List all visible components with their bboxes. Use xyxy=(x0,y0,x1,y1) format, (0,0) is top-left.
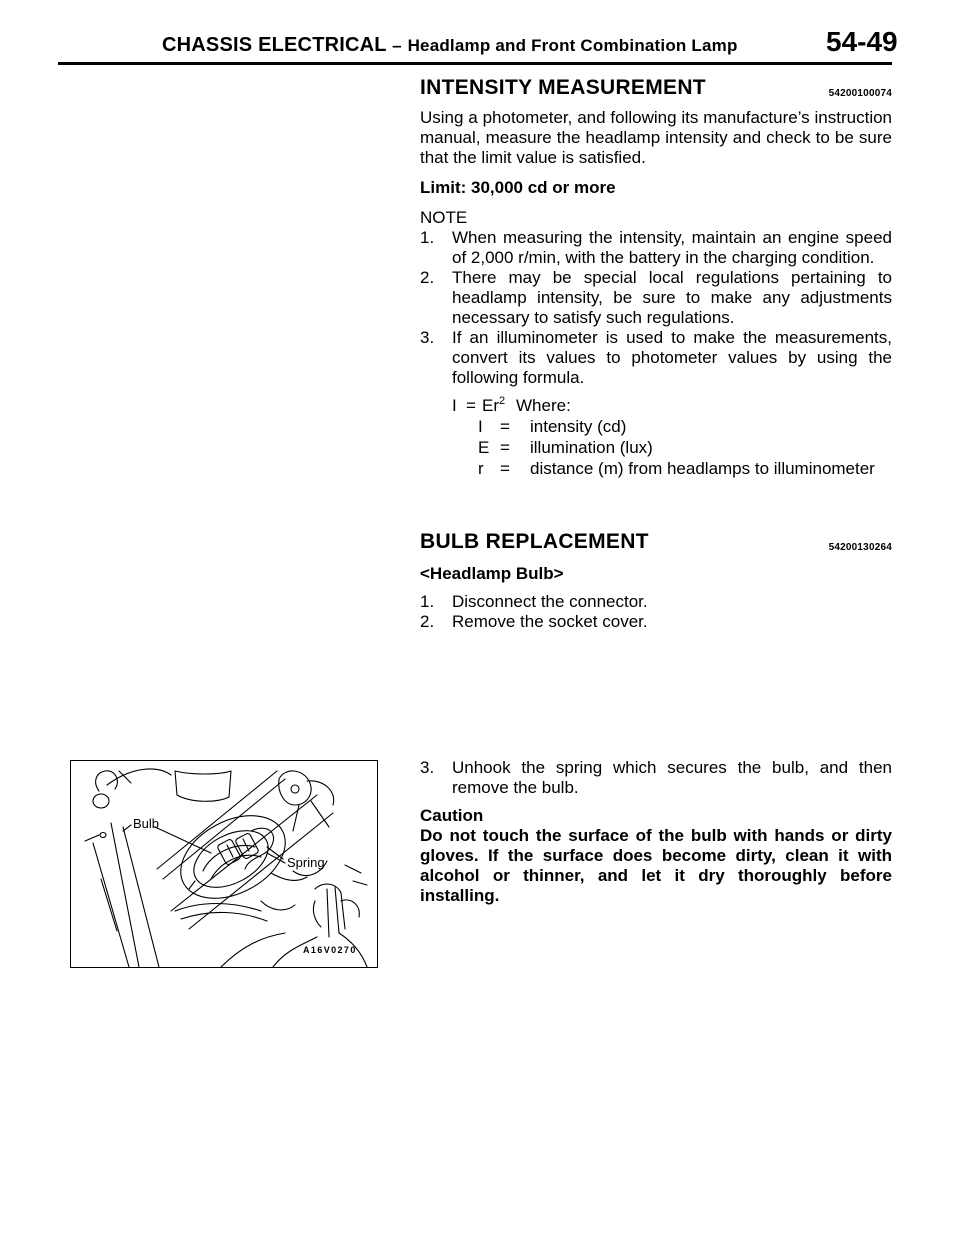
caution-block xyxy=(420,806,892,906)
note-item xyxy=(420,268,892,328)
note-label: NOTE xyxy=(420,208,468,227)
def-meaning: illumination (lux) xyxy=(530,438,653,457)
note-text: When measuring the intensity, maintain an engine speed of 2,000 r/min, with the battery in the charging condition. xyxy=(452,228,892,267)
header-subsection: Headlamp and Front Combination Lamp xyxy=(407,36,738,55)
def-symbol: r xyxy=(478,459,484,478)
formula-definition xyxy=(420,417,892,438)
intensity-heading xyxy=(420,78,892,104)
header-section: CHASSIS ELECTRICAL xyxy=(162,34,387,56)
step-item xyxy=(420,592,892,612)
note-text: There may be special local regulations pertaining to headlamp intensity, be sure to make any adjustments necessary to satisfy such regulations. xyxy=(452,268,892,327)
step-text: Unhook the spring which secures the bulb, and then remove the bulb. xyxy=(452,758,892,797)
formula-rhs: Er$^2$ xyxy=(482,395,506,415)
formula-where: Where: xyxy=(516,396,571,415)
note-text: If an illuminometer is used to make the measurements, convert its values to photometer values by using the following formula. xyxy=(452,328,892,387)
caution-label: Caution xyxy=(420,806,484,825)
bulb-section xyxy=(420,532,892,632)
bulb-subheading: <Headlamp Bulb> xyxy=(420,564,564,583)
formula-main xyxy=(420,396,892,417)
def-symbol: I xyxy=(478,417,483,436)
step-number: 1. xyxy=(420,592,435,611)
intensity-intro: Using a photometer, and following its manufacture’s instruction manual, measure the headlamp intensity and check to be sure that the limit value is satisfied. xyxy=(420,108,892,167)
step-item xyxy=(420,612,892,632)
note-item xyxy=(420,228,892,268)
step-item xyxy=(420,758,892,798)
note-item xyxy=(420,328,892,388)
bulb-label: Bulb xyxy=(133,816,160,831)
formula-definition xyxy=(420,438,892,459)
intensity-limit: Limit: 30,000 cd or more xyxy=(420,178,616,197)
spring-label: Spring xyxy=(287,855,325,870)
def-eq: = xyxy=(500,438,510,457)
formula-block xyxy=(420,396,892,480)
def-meaning: distance (m) from headlamps to illuminometer xyxy=(530,459,875,478)
page-number: 54-49 xyxy=(826,26,898,57)
intensity-code: 54200100074 xyxy=(828,88,892,99)
def-meaning: intensity (cd) xyxy=(530,417,627,436)
def-symbol: E xyxy=(478,438,490,457)
header-title xyxy=(162,34,738,57)
note-number: 2. xyxy=(420,268,435,287)
def-eq: = xyxy=(500,459,510,478)
note-number: 3. xyxy=(420,328,435,347)
page-header xyxy=(0,26,960,66)
intensity-section xyxy=(420,78,892,480)
header-rule xyxy=(58,62,892,65)
step-text: Remove the socket cover. xyxy=(452,612,648,631)
bulb-step-3-block xyxy=(420,758,892,906)
formula-definition xyxy=(420,459,892,480)
bulb-code: 54200130264 xyxy=(828,542,892,553)
step-number: 2. xyxy=(420,612,435,631)
def-eq: = xyxy=(500,417,510,436)
header-separator: – xyxy=(392,36,402,55)
formula-eq: = xyxy=(466,396,476,415)
caution-text: Do not touch the surface of the bulb with hands or dirty gloves. If the surface does become dirty, clean it with alcohol or thinner, and let it dry thoroughly before installing. xyxy=(420,826,892,905)
step-number: 3. xyxy=(420,758,435,777)
bulb-heading xyxy=(420,532,892,558)
formula-exponent: 2 xyxy=(499,395,506,407)
bulb-illustration xyxy=(71,761,377,967)
intensity-title: INTENSITY MEASUREMENT xyxy=(420,76,706,99)
formula-lhs: I xyxy=(452,396,457,415)
step-text: Disconnect the connector. xyxy=(452,592,648,611)
headlamp-bulb-figure xyxy=(70,760,378,968)
note-number: 1. xyxy=(420,228,435,247)
bulb-title: BULB REPLACEMENT xyxy=(420,530,649,553)
figure-code: A16V0270 xyxy=(303,945,357,955)
